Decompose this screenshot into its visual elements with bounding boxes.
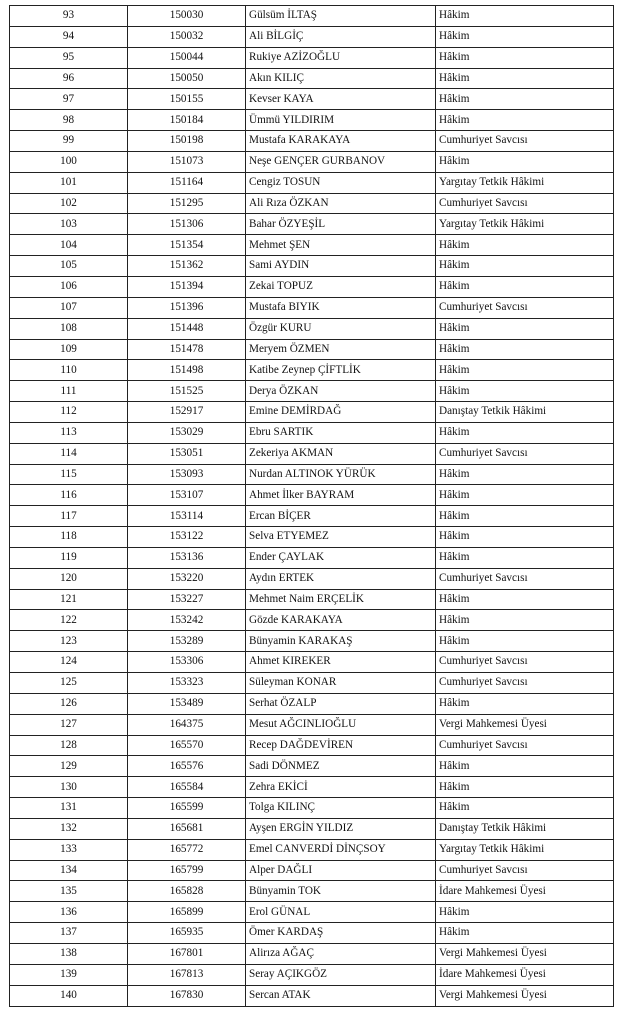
table-row bbox=[10, 443, 614, 464]
row-number-cell: 104 bbox=[10, 235, 128, 256]
person-name-cell: Akın KILIÇ bbox=[246, 68, 436, 89]
row-number-cell: 108 bbox=[10, 318, 128, 339]
position-title-cell: Vergi Mahkemesi Üyesi bbox=[436, 714, 614, 735]
row-number-cell: 121 bbox=[10, 589, 128, 610]
registry-number-cell: 150050 bbox=[128, 68, 246, 89]
position-title-cell: Cumhuriyet Savcısı bbox=[436, 652, 614, 673]
person-name-cell: Ali BİLGİÇ bbox=[246, 26, 436, 47]
table-row bbox=[10, 818, 614, 839]
row-number-cell: 93 bbox=[10, 6, 128, 27]
registry-number-cell: 165935 bbox=[128, 923, 246, 944]
person-name-cell: Sadi DÖNMEZ bbox=[246, 756, 436, 777]
registry-number-cell: 165576 bbox=[128, 756, 246, 777]
person-name-cell: Cengiz TOSUN bbox=[246, 172, 436, 193]
position-title-cell: İdare Mahkemesi Üyesi bbox=[436, 964, 614, 985]
person-name-cell: Neşe GENÇER GURBANOV bbox=[246, 151, 436, 172]
person-name-cell: Selva ETYEMEZ bbox=[246, 527, 436, 548]
table-row bbox=[10, 256, 614, 277]
registry-number-cell: 151448 bbox=[128, 318, 246, 339]
position-title-cell: Yargıtay Tetkik Hâkimi bbox=[436, 214, 614, 235]
person-name-cell: Ahmet KIREKER bbox=[246, 652, 436, 673]
row-number-cell: 123 bbox=[10, 631, 128, 652]
person-name-cell: Ercan BİÇER bbox=[246, 506, 436, 527]
row-number-cell: 135 bbox=[10, 881, 128, 902]
registry-number-cell: 150030 bbox=[128, 6, 246, 27]
person-name-cell: Nurdan ALTINOK YÜRÜK bbox=[246, 464, 436, 485]
table-row bbox=[10, 235, 614, 256]
person-name-cell: Mehmet ŞEN bbox=[246, 235, 436, 256]
table-row bbox=[10, 923, 614, 944]
registry-number-cell: 165584 bbox=[128, 777, 246, 798]
person-name-cell: Mustafa KARAKAYA bbox=[246, 131, 436, 152]
person-name-cell: Erol GÜNAL bbox=[246, 902, 436, 923]
row-number-cell: 136 bbox=[10, 902, 128, 923]
row-number-cell: 131 bbox=[10, 798, 128, 819]
position-title-cell: Hâkim bbox=[436, 506, 614, 527]
registry-number-cell: 153489 bbox=[128, 693, 246, 714]
row-number-cell: 94 bbox=[10, 26, 128, 47]
registry-number-cell: 165772 bbox=[128, 839, 246, 860]
table-row bbox=[10, 422, 614, 443]
registry-number-cell: 151498 bbox=[128, 360, 246, 381]
table-row bbox=[10, 485, 614, 506]
position-title-cell: Hâkim bbox=[436, 151, 614, 172]
row-number-cell: 132 bbox=[10, 818, 128, 839]
table-row bbox=[10, 276, 614, 297]
table-row bbox=[10, 714, 614, 735]
registry-number-cell: 165799 bbox=[128, 860, 246, 881]
registry-number-cell: 152917 bbox=[128, 402, 246, 423]
table-row bbox=[10, 6, 614, 27]
row-number-cell: 116 bbox=[10, 485, 128, 506]
person-name-cell: Recep DAĞDEVİREN bbox=[246, 735, 436, 756]
registry-number-cell: 150155 bbox=[128, 89, 246, 110]
table-row bbox=[10, 360, 614, 381]
table-row bbox=[10, 402, 614, 423]
position-title-cell: Cumhuriyet Savcısı bbox=[436, 673, 614, 694]
table-row bbox=[10, 652, 614, 673]
registry-number-cell: 150198 bbox=[128, 131, 246, 152]
position-title-cell: Hâkim bbox=[436, 798, 614, 819]
person-name-cell: Seray AÇIKGÖZ bbox=[246, 964, 436, 985]
person-name-cell: Ayşen ERGİN YILDIZ bbox=[246, 818, 436, 839]
table-row bbox=[10, 777, 614, 798]
table-row bbox=[10, 68, 614, 89]
position-title-cell: Hâkim bbox=[436, 547, 614, 568]
person-name-cell: Alper DAĞLI bbox=[246, 860, 436, 881]
row-number-cell: 140 bbox=[10, 985, 128, 1006]
person-name-cell: Mesut AĞCINLIOĞLU bbox=[246, 714, 436, 735]
person-name-cell: Ender ÇAYLAK bbox=[246, 547, 436, 568]
row-number-cell: 110 bbox=[10, 360, 128, 381]
registry-number-cell: 153136 bbox=[128, 547, 246, 568]
person-name-cell: Derya ÖZKAN bbox=[246, 381, 436, 402]
position-title-cell: Hâkim bbox=[436, 381, 614, 402]
table-row bbox=[10, 110, 614, 131]
row-number-cell: 114 bbox=[10, 443, 128, 464]
person-name-cell: Katibe Zeynep ÇİFTLİK bbox=[246, 360, 436, 381]
person-name-cell: Mustafa BIYIK bbox=[246, 297, 436, 318]
table-row bbox=[10, 47, 614, 68]
row-number-cell: 139 bbox=[10, 964, 128, 985]
table-row bbox=[10, 881, 614, 902]
table-row bbox=[10, 214, 614, 235]
row-number-cell: 97 bbox=[10, 89, 128, 110]
position-title-cell: Hâkim bbox=[436, 527, 614, 548]
position-title-cell: Vergi Mahkemesi Üyesi bbox=[436, 985, 614, 1006]
table-row bbox=[10, 506, 614, 527]
registry-number-cell: 167830 bbox=[128, 985, 246, 1006]
position-title-cell: Hâkim bbox=[436, 631, 614, 652]
position-title-cell: Hâkim bbox=[436, 360, 614, 381]
position-title-cell: Hâkim bbox=[436, 256, 614, 277]
position-title-cell: Hâkim bbox=[436, 589, 614, 610]
row-number-cell: 129 bbox=[10, 756, 128, 777]
position-title-cell: Hâkim bbox=[436, 89, 614, 110]
table-row bbox=[10, 964, 614, 985]
person-name-cell: Emine DEMİRDAĞ bbox=[246, 402, 436, 423]
registry-number-cell: 153242 bbox=[128, 610, 246, 631]
row-number-cell: 134 bbox=[10, 860, 128, 881]
table-row bbox=[10, 610, 614, 631]
registry-number-cell: 151073 bbox=[128, 151, 246, 172]
position-title-cell: Cumhuriyet Savcısı bbox=[436, 860, 614, 881]
position-title-cell: Hâkim bbox=[436, 777, 614, 798]
row-number-cell: 107 bbox=[10, 297, 128, 318]
registry-number-cell: 153220 bbox=[128, 568, 246, 589]
table-row bbox=[10, 527, 614, 548]
row-number-cell: 95 bbox=[10, 47, 128, 68]
person-name-cell: Meryem ÖZMEN bbox=[246, 339, 436, 360]
person-name-cell: Ömer KARDAŞ bbox=[246, 923, 436, 944]
position-title-cell: Hâkim bbox=[436, 110, 614, 131]
person-name-cell: Bahar ÖZYEŞİL bbox=[246, 214, 436, 235]
registry-number-cell: 150184 bbox=[128, 110, 246, 131]
table-body bbox=[10, 6, 614, 1007]
row-number-cell: 117 bbox=[10, 506, 128, 527]
registry-number-cell: 165599 bbox=[128, 798, 246, 819]
registry-number-cell: 167813 bbox=[128, 964, 246, 985]
row-number-cell: 124 bbox=[10, 652, 128, 673]
person-name-cell: Ümmü YILDIRIM bbox=[246, 110, 436, 131]
table-row bbox=[10, 631, 614, 652]
position-title-cell: Hâkim bbox=[436, 276, 614, 297]
position-title-cell: Danıştay Tetkik Hâkimi bbox=[436, 818, 614, 839]
registry-number-cell: 165899 bbox=[128, 902, 246, 923]
row-number-cell: 111 bbox=[10, 381, 128, 402]
person-name-cell: Mehmet Naim ERÇELİK bbox=[246, 589, 436, 610]
table-row bbox=[10, 464, 614, 485]
person-name-cell: Gülsüm İLTAŞ bbox=[246, 6, 436, 27]
document-page bbox=[9, 5, 613, 1007]
position-title-cell: İdare Mahkemesi Üyesi bbox=[436, 881, 614, 902]
row-number-cell: 137 bbox=[10, 923, 128, 944]
registry-number-cell: 151525 bbox=[128, 381, 246, 402]
row-number-cell: 101 bbox=[10, 172, 128, 193]
person-name-cell: Ali Rıza ÖZKAN bbox=[246, 193, 436, 214]
table-row bbox=[10, 339, 614, 360]
table-row bbox=[10, 547, 614, 568]
table-row bbox=[10, 839, 614, 860]
table-row bbox=[10, 860, 614, 881]
position-title-cell: Danıştay Tetkik Hâkimi bbox=[436, 402, 614, 423]
registry-number-cell: 164375 bbox=[128, 714, 246, 735]
registry-number-cell: 151394 bbox=[128, 276, 246, 297]
table-row bbox=[10, 943, 614, 964]
position-title-cell: Hâkim bbox=[436, 902, 614, 923]
person-name-cell: Aydın ERTEK bbox=[246, 568, 436, 589]
position-title-cell: Hâkim bbox=[436, 422, 614, 443]
table-row bbox=[10, 297, 614, 318]
person-name-cell: Tolga KILINÇ bbox=[246, 798, 436, 819]
person-name-cell: Süleyman KONAR bbox=[246, 673, 436, 694]
row-number-cell: 127 bbox=[10, 714, 128, 735]
table-row bbox=[10, 798, 614, 819]
position-title-cell: Hâkim bbox=[436, 318, 614, 339]
table-row bbox=[10, 151, 614, 172]
registry-number-cell: 153323 bbox=[128, 673, 246, 694]
registry-number-cell: 153122 bbox=[128, 527, 246, 548]
position-title-cell: Hâkim bbox=[436, 235, 614, 256]
table-row bbox=[10, 735, 614, 756]
row-number-cell: 138 bbox=[10, 943, 128, 964]
table-row bbox=[10, 193, 614, 214]
registry-number-cell: 153227 bbox=[128, 589, 246, 610]
position-title-cell: Hâkim bbox=[436, 68, 614, 89]
person-name-cell: Ebru SARTIK bbox=[246, 422, 436, 443]
position-title-cell: Hâkim bbox=[436, 47, 614, 68]
person-name-cell: Zekai TOPUZ bbox=[246, 276, 436, 297]
person-name-cell: Bünyamin TOK bbox=[246, 881, 436, 902]
table-row bbox=[10, 568, 614, 589]
table-row bbox=[10, 318, 614, 339]
table-row bbox=[10, 89, 614, 110]
position-title-cell: Cumhuriyet Savcısı bbox=[436, 735, 614, 756]
row-number-cell: 96 bbox=[10, 68, 128, 89]
row-number-cell: 126 bbox=[10, 693, 128, 714]
table-row bbox=[10, 131, 614, 152]
registry-number-cell: 151362 bbox=[128, 256, 246, 277]
position-title-cell: Cumhuriyet Savcısı bbox=[436, 193, 614, 214]
position-title-cell: Hâkim bbox=[436, 339, 614, 360]
registry-number-cell: 151306 bbox=[128, 214, 246, 235]
person-name-cell: Ahmet İlker BAYRAM bbox=[246, 485, 436, 506]
position-title-cell: Cumhuriyet Savcısı bbox=[436, 131, 614, 152]
table-row bbox=[10, 673, 614, 694]
position-title-cell: Hâkim bbox=[436, 610, 614, 631]
registry-number-cell: 151164 bbox=[128, 172, 246, 193]
row-number-cell: 125 bbox=[10, 673, 128, 694]
row-number-cell: 103 bbox=[10, 214, 128, 235]
position-title-cell: Hâkim bbox=[436, 26, 614, 47]
registry-number-cell: 150044 bbox=[128, 47, 246, 68]
person-name-cell: Sami AYDIN bbox=[246, 256, 436, 277]
row-number-cell: 118 bbox=[10, 527, 128, 548]
position-title-cell: Vergi Mahkemesi Üyesi bbox=[436, 943, 614, 964]
table-row bbox=[10, 756, 614, 777]
person-name-cell: Serhat ÖZALP bbox=[246, 693, 436, 714]
row-number-cell: 112 bbox=[10, 402, 128, 423]
person-name-cell: Emel CANVERDİ DİNÇSOY bbox=[246, 839, 436, 860]
person-name-cell: Sercan ATAK bbox=[246, 985, 436, 1006]
row-number-cell: 105 bbox=[10, 256, 128, 277]
registry-number-cell: 151354 bbox=[128, 235, 246, 256]
person-name-cell: Özgür KURU bbox=[246, 318, 436, 339]
position-title-cell: Hâkim bbox=[436, 756, 614, 777]
position-title-cell: Hâkim bbox=[436, 6, 614, 27]
registry-number-cell: 165828 bbox=[128, 881, 246, 902]
row-number-cell: 102 bbox=[10, 193, 128, 214]
registry-number-cell: 153107 bbox=[128, 485, 246, 506]
registry-number-cell: 153306 bbox=[128, 652, 246, 673]
table-row bbox=[10, 26, 614, 47]
row-number-cell: 109 bbox=[10, 339, 128, 360]
person-name-cell: Zekeriya AKMAN bbox=[246, 443, 436, 464]
position-title-cell: Cumhuriyet Savcısı bbox=[436, 443, 614, 464]
table-row bbox=[10, 381, 614, 402]
position-title-cell: Hâkim bbox=[436, 923, 614, 944]
registry-number-cell: 153289 bbox=[128, 631, 246, 652]
table-row bbox=[10, 985, 614, 1006]
position-title-cell: Cumhuriyet Savcısı bbox=[436, 568, 614, 589]
person-name-cell: Alirıza AĞAÇ bbox=[246, 943, 436, 964]
table-row bbox=[10, 589, 614, 610]
position-title-cell: Hâkim bbox=[436, 485, 614, 506]
row-number-cell: 100 bbox=[10, 151, 128, 172]
row-number-cell: 120 bbox=[10, 568, 128, 589]
row-number-cell: 106 bbox=[10, 276, 128, 297]
registry-number-cell: 165570 bbox=[128, 735, 246, 756]
table-row bbox=[10, 693, 614, 714]
registry-number-cell: 151478 bbox=[128, 339, 246, 360]
position-title-cell: Yargıtay Tetkik Hâkimi bbox=[436, 172, 614, 193]
registry-number-cell: 150032 bbox=[128, 26, 246, 47]
registry-number-cell: 153114 bbox=[128, 506, 246, 527]
position-title-cell: Yargıtay Tetkik Hâkimi bbox=[436, 839, 614, 860]
registry-number-cell: 153029 bbox=[128, 422, 246, 443]
row-number-cell: 122 bbox=[10, 610, 128, 631]
row-number-cell: 130 bbox=[10, 777, 128, 798]
row-number-cell: 99 bbox=[10, 131, 128, 152]
personnel-table bbox=[9, 5, 614, 1007]
position-title-cell: Hâkim bbox=[436, 693, 614, 714]
position-title-cell: Cumhuriyet Savcısı bbox=[436, 297, 614, 318]
registry-number-cell: 151396 bbox=[128, 297, 246, 318]
person-name-cell: Zehra EKİCİ bbox=[246, 777, 436, 798]
row-number-cell: 113 bbox=[10, 422, 128, 443]
table-row bbox=[10, 902, 614, 923]
registry-number-cell: 153051 bbox=[128, 443, 246, 464]
registry-number-cell: 151295 bbox=[128, 193, 246, 214]
row-number-cell: 128 bbox=[10, 735, 128, 756]
registry-number-cell: 153093 bbox=[128, 464, 246, 485]
row-number-cell: 133 bbox=[10, 839, 128, 860]
person-name-cell: Kevser KAYA bbox=[246, 89, 436, 110]
row-number-cell: 98 bbox=[10, 110, 128, 131]
registry-number-cell: 167801 bbox=[128, 943, 246, 964]
table-row bbox=[10, 172, 614, 193]
person-name-cell: Bünyamin KARAKAŞ bbox=[246, 631, 436, 652]
position-title-cell: Hâkim bbox=[436, 464, 614, 485]
person-name-cell: Gözde KARAKAYA bbox=[246, 610, 436, 631]
row-number-cell: 115 bbox=[10, 464, 128, 485]
person-name-cell: Rukiye AZİZOĞLU bbox=[246, 47, 436, 68]
row-number-cell: 119 bbox=[10, 547, 128, 568]
registry-number-cell: 165681 bbox=[128, 818, 246, 839]
